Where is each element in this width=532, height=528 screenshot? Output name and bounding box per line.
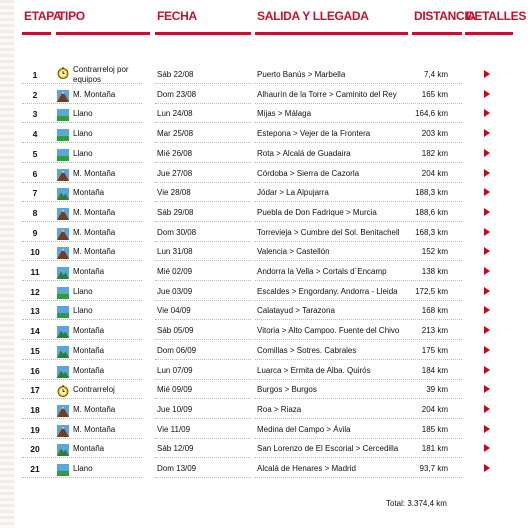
high-mountain-icon	[57, 424, 69, 436]
header-underline	[155, 32, 251, 35]
header-distancia: DISTANCIA	[414, 9, 476, 23]
stage-distance: 204 km	[421, 168, 448, 178]
stage-distance: 182 km	[421, 148, 448, 158]
stage-distance: 164,6 km	[415, 109, 448, 119]
table-row	[0, 419, 532, 439]
stage-distance: 203 km	[421, 129, 448, 139]
stage-distance: 204 km	[421, 404, 448, 414]
header-etapa: ETAPA	[24, 9, 62, 23]
stage-route: Rota > Alcalá de Guadaira	[257, 148, 351, 158]
stage-type: Montaña	[73, 188, 105, 198]
stage-date: Mar 25/08	[157, 129, 194, 139]
table-row	[0, 241, 532, 261]
stage-number: 13	[30, 306, 40, 317]
details-arrow-icon[interactable]	[484, 149, 490, 157]
table-row	[0, 143, 532, 163]
details-arrow-icon[interactable]	[484, 267, 490, 275]
stage-date: Jue 10/09	[157, 404, 193, 414]
stage-number: 5	[32, 148, 38, 159]
stage-type: M. Montaña	[73, 89, 116, 99]
stage-type: M. Montaña	[73, 404, 116, 414]
stage-number: 12	[30, 286, 40, 297]
mountain-icon	[57, 443, 69, 455]
details-arrow-icon[interactable]	[484, 228, 490, 236]
stage-route: Torrevieja > Cumbre del Sol. Benitachell	[257, 227, 400, 237]
stage-type: Montaña	[73, 365, 105, 375]
stage-date: Sáb 12/09	[157, 444, 194, 454]
stage-date: Jue 27/08	[157, 168, 193, 178]
stage-number: 6	[32, 168, 38, 179]
stage-number: 21	[30, 464, 40, 474]
stage-route: Vitoria > Alto Campoo. Fuente del Chivo	[257, 326, 400, 336]
table-row	[0, 222, 532, 242]
details-arrow-icon[interactable]	[484, 188, 490, 196]
flat-icon	[57, 128, 69, 140]
stage-date: Vie 04/09	[157, 306, 191, 316]
table-row	[0, 182, 532, 202]
stage-number: 10	[30, 247, 40, 258]
stage-route: Alcalá de Henares > Madrid	[257, 464, 356, 473]
stage-type: Llano	[73, 306, 93, 316]
stage-distance: 172,5 km	[415, 286, 448, 296]
stage-route: San Lorenzo de El Escorial > Cercedilla	[257, 444, 399, 454]
stage-distance: 93,7 km	[419, 464, 448, 473]
stage-distance: 165 km	[421, 89, 448, 99]
row-divider	[22, 477, 142, 478]
details-arrow-icon[interactable]	[484, 287, 490, 295]
stage-distance: 181 km	[421, 444, 448, 454]
stage-date: Vie 28/08	[157, 188, 191, 198]
stage-type: M. Montaña	[73, 227, 116, 237]
mountain-icon	[57, 266, 69, 278]
stage-route: Calatayud > Tarazona	[257, 306, 335, 316]
details-arrow-icon[interactable]	[484, 464, 490, 472]
high-mountain-icon	[57, 227, 69, 239]
details-arrow-icon[interactable]	[484, 444, 490, 452]
header-tipo: TIPO	[58, 9, 85, 23]
clock-icon	[57, 66, 69, 78]
table-row	[0, 360, 532, 380]
stage-date: Sáb 29/08	[157, 207, 194, 217]
header-fecha: FECHA	[157, 9, 197, 23]
stage-route: Escaldes > Engordany. Andorra - Lleida	[257, 286, 398, 296]
stage-type: Montaña	[73, 267, 105, 276]
stage-route: Jódar > La Alpujarra	[257, 188, 329, 198]
stage-type: Llano	[73, 109, 93, 119]
flat-icon	[57, 148, 69, 160]
details-arrow-icon[interactable]	[484, 129, 490, 137]
stage-type: M. Montaña	[73, 207, 116, 217]
stage-route: Andorra la Vella > Cortals d´Encamp	[257, 267, 387, 276]
stage-number: 19	[30, 424, 40, 435]
stage-type: Contrarreloj	[73, 385, 115, 395]
stage-type: M. Montaña	[73, 168, 116, 178]
flat-icon	[57, 108, 69, 120]
stage-number: 20	[30, 444, 40, 455]
header-underline	[465, 32, 513, 35]
table-row	[0, 399, 532, 419]
header-underline	[56, 32, 150, 35]
details-arrow-icon[interactable]	[484, 326, 490, 334]
stage-date: Mié 26/08	[157, 148, 193, 158]
table-row	[0, 340, 532, 360]
flat-icon	[57, 463, 69, 475]
stage-distance: 175 km	[421, 345, 448, 355]
high-mountain-icon	[57, 246, 69, 258]
table-row	[0, 438, 532, 458]
stage-type: Montaña	[73, 326, 105, 336]
stage-route: Burgos > Burgos	[257, 385, 317, 395]
table-row	[0, 379, 532, 399]
stage-number: 17	[30, 385, 40, 396]
stage-route: Medina del Campo > Ávila	[257, 424, 351, 434]
header-underline	[412, 32, 462, 35]
stage-type: Llano	[73, 464, 93, 473]
stage-number: 18	[30, 404, 40, 415]
stage-distance: 152 km	[421, 247, 448, 257]
mountain-icon	[57, 345, 69, 357]
stage-number: 3	[32, 109, 38, 120]
mountain-icon	[57, 325, 69, 337]
stage-date: Vie 11/09	[157, 424, 191, 434]
mountain-icon	[57, 365, 69, 377]
stage-number: 16	[30, 365, 40, 376]
stage-number: 8	[32, 207, 38, 218]
stage-date: Lun 31/08	[157, 247, 193, 257]
stage-date: Dom 23/08	[157, 89, 197, 99]
high-mountain-icon	[57, 207, 69, 219]
table-row	[0, 103, 532, 123]
stage-route: Puerto Banús > Marbella	[257, 70, 346, 79]
stage-type: M. Montaña	[73, 424, 116, 434]
stage-type: Montaña	[73, 444, 105, 454]
table-row	[0, 64, 532, 84]
stage-date: Dom 13/09	[157, 464, 197, 473]
details-arrow-icon[interactable]	[484, 90, 490, 98]
row-divider	[155, 477, 251, 478]
mountain-icon	[57, 187, 69, 199]
details-arrow-icon[interactable]	[484, 425, 490, 433]
stage-route: Mijas > Málaga	[257, 109, 312, 119]
stage-route: Luarca > Ermita de Alba. Quirós	[257, 365, 371, 375]
stage-distance: 185 km	[421, 424, 448, 434]
table-row	[0, 261, 532, 281]
stage-distance: 138 km	[421, 267, 448, 276]
high-mountain-icon	[57, 404, 69, 416]
stage-number: 14	[30, 326, 40, 337]
stage-number: 2	[32, 89, 38, 100]
stage-date: Lun 07/09	[157, 365, 193, 375]
stage-distance: 168 km	[421, 306, 448, 316]
stage-number: 15	[30, 345, 40, 356]
stage-number: 1	[32, 70, 38, 80]
stage-date: Lun 24/08	[157, 109, 193, 119]
stage-distance: 168,3 km	[415, 227, 448, 237]
stage-type: Llano	[73, 129, 93, 139]
stage-route: Córdoba > Sierra de Cazorla	[257, 168, 360, 178]
stage-type: Montaña	[73, 345, 105, 355]
stage-number: 9	[32, 227, 38, 238]
stage-distance: 7,4 km	[423, 70, 448, 79]
header-underline	[22, 32, 51, 35]
stage-distance: 39 km	[426, 385, 448, 395]
details-arrow-icon[interactable]	[484, 109, 490, 117]
stage-type: Llano	[73, 286, 93, 296]
row-divider	[255, 477, 462, 478]
stage-date: Mié 02/09	[157, 267, 193, 276]
stage-route: Puebla de Don Fadrique > Murcia	[257, 207, 377, 217]
table-row	[0, 202, 532, 222]
details-arrow-icon[interactable]	[484, 306, 490, 314]
flat-icon	[57, 286, 69, 298]
details-arrow-icon[interactable]	[484, 405, 490, 413]
details-arrow-icon[interactable]	[484, 366, 490, 374]
stage-distance: 213 km	[421, 326, 448, 336]
table-row	[0, 320, 532, 340]
stage-route: Roa > Riaza	[257, 404, 302, 414]
stage-date: Dom 06/09	[157, 345, 197, 355]
flat-icon	[57, 305, 69, 317]
clock-icon	[57, 384, 69, 396]
stage-date: Mié 09/09	[157, 385, 193, 395]
stage-date: Jue 03/09	[157, 286, 193, 296]
total-distance: Total: 3.374,4 km	[386, 499, 447, 508]
details-arrow-icon[interactable]	[484, 385, 490, 393]
high-mountain-icon	[57, 89, 69, 101]
stage-route: Valencia > Castellón	[257, 247, 330, 257]
stage-type: Contrarreloj por equipos	[73, 65, 129, 84]
stage-type: M. Montaña	[73, 247, 116, 257]
details-arrow-icon[interactable]	[484, 169, 490, 177]
stage-date: Sáb 05/09	[157, 326, 194, 336]
details-arrow-icon[interactable]	[484, 70, 490, 78]
table-row	[0, 84, 532, 104]
stage-route: Estepona > Vejer de la Frontera	[257, 129, 371, 139]
table-row	[0, 123, 532, 143]
details-arrow-icon[interactable]	[484, 247, 490, 255]
stage-distance: 188,3 km	[415, 188, 448, 198]
table-row	[0, 300, 532, 320]
details-arrow-icon[interactable]	[484, 208, 490, 216]
stage-distance: 184 km	[421, 365, 448, 375]
table-row	[0, 458, 532, 478]
stage-type: Llano	[73, 148, 93, 158]
stage-date: Sáb 22/08	[157, 70, 194, 79]
stage-date: Dom 30/08	[157, 227, 197, 237]
stage-route: Comillas > Sotres. Cabrales	[257, 345, 357, 355]
header-salida-llegada: SALIDA Y LLEGADA	[257, 9, 369, 23]
stage-number: 11	[30, 267, 40, 277]
header-detalles: DETALLES	[466, 9, 527, 23]
stage-distance: 188,6 km	[415, 207, 448, 217]
stage-route: Alhaurín de la Torre > Caminito del Rey	[257, 89, 397, 99]
details-arrow-icon[interactable]	[484, 346, 490, 354]
table-row	[0, 281, 532, 301]
table-row	[0, 163, 532, 183]
stage-number: 4	[32, 129, 38, 140]
header-underline	[255, 32, 408, 35]
stage-number: 7	[32, 188, 38, 199]
high-mountain-icon	[57, 168, 69, 180]
